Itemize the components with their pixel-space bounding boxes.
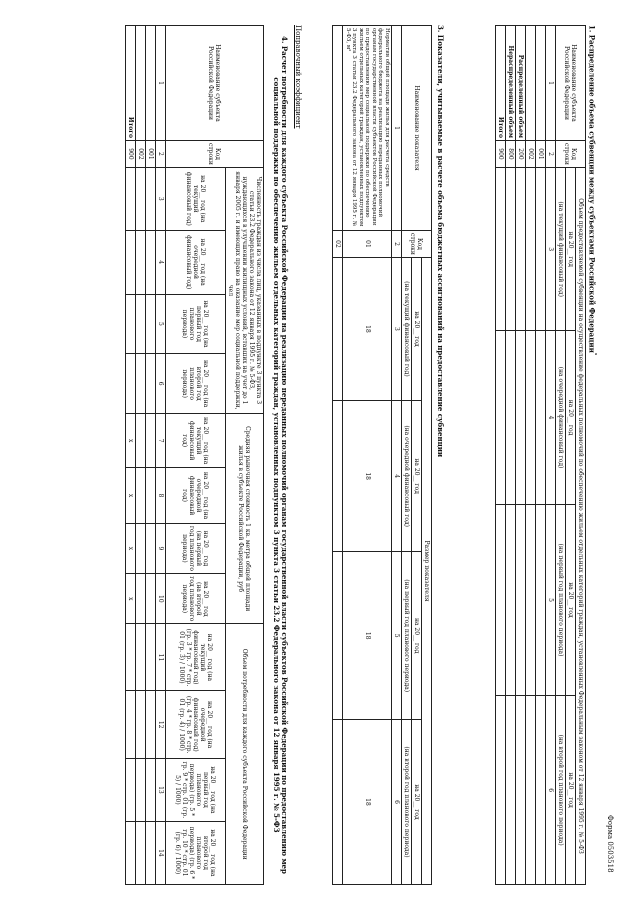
s4-x: х (126, 523, 136, 574)
section1-table (495, 25, 586, 885)
s1-total-label: Нераспределенный объем (506, 26, 516, 141)
form-code: Форма 0503518 (606, 815, 614, 873)
s1-col-code: Код строки (556, 141, 586, 168)
s4-x: х (126, 413, 136, 468)
s4-sub: на 20__ год (на первый год планового периода) (гр. 5 * гр. 9 * стр. 01 (гр. 5) / 1000) (166, 758, 226, 821)
s3-colnum: 5 (392, 552, 402, 720)
section4-title: 4. Расчет потребности для каждого субъекта Российской Федерации на реализацию переданных полномочий органам государственной власти субъектов Российской Федерации по предоставлению мер социальной поддержки по обеспечению жильем отдельных категорий граждан, установленных подпунктом 3 пункта 3 статьи 23.2 Федерального закона от 12 января 1995 г. № 5-ФЗ (272, 36, 289, 874)
s4-colnum: 7 (156, 413, 166, 468)
s4-col-code: Код строки (166, 141, 264, 168)
s1-colnum: 3 (546, 168, 556, 331)
s4-sub: на 20__ год (на текущий финансовый год) (166, 413, 226, 468)
s1-year: на 20__ год (566, 504, 576, 696)
s4-colnum: 11 (156, 624, 166, 691)
s4-sub: на 20__ год (на очередной финансовый год) (гр. 4 * гр. 8 * стр. 01 (гр. 4) / 1000) (166, 691, 226, 759)
s4-sub: на 20__ год (на второй год планового периода) (166, 354, 226, 414)
s4-colnum: 8 (156, 468, 166, 523)
s3-row1-text: Норматив общей площади жилья для расчета средств федерального бюджета на реализацию переданных полномочий органам государственной власти субъектов Российской Федерации по предоставлению мер социальной поддержки по обеспечению жильем отдельных категорий граждан, установленных подпунктом 3 пункта 3 статьи 23.2 Федерального закона от 12 января 1995 г. № 5-ФЗ, м² (343, 26, 392, 231)
s1-year-sub: (на второй год планового периода) (556, 696, 566, 885)
s1-colnum: 4 (546, 331, 556, 504)
s3-year-sub: (на второй год планового периода) (402, 719, 412, 884)
s1-col-name: Наименование субъекта Российской Федерации (556, 26, 586, 141)
s1-year: на 20__ год (566, 331, 576, 504)
s3-col-name: Наименование показателя (402, 26, 432, 231)
s1-total-code: 800 (506, 141, 516, 168)
s3-year: на 20__ год (412, 552, 422, 720)
s3-colnum: 4 (392, 400, 402, 552)
rotated-form (20, 25, 620, 885)
s3-value: 18 (343, 719, 392, 884)
s3-group-head: Размер показателя (422, 258, 432, 885)
s3-year-sub: (на очередной финансовый год) (402, 400, 412, 552)
s1-year-sub: (на текущий финансовый год) (556, 168, 566, 331)
s1-year-sub: (на очередной финансовый год) (556, 331, 566, 504)
s3-value: 18 (343, 258, 392, 401)
s4-colnum: 6 (156, 354, 166, 414)
s4-head-a: Численность граждан из числа лиц, указанных в подпункте 3 пункта 3 статьи 23.2 Федерального закона от 12 января 1995 г. № 5-ФЗ, нуждающихся в улучшении жилищных условий, вставших на учет до 1 января 2005 г. и имеющих право на оказание мер социальной поддержки, чел (226, 167, 264, 413)
s4-sub: на 20__ год (на первый год планового периода) (166, 294, 226, 354)
s3-colnum: 6 (392, 719, 402, 884)
s3-value: 18 (343, 552, 392, 720)
s1-colnum: 2 (546, 141, 556, 168)
s3-colnum: 3 (392, 258, 402, 401)
s4-total-code: 900 (126, 141, 136, 168)
s3-colnum: 2 (392, 231, 402, 258)
s1-colnum: 6 (546, 696, 556, 885)
s3-footnote: Поправочный коэффициент (294, 25, 302, 129)
s4-code: 001 (146, 141, 156, 168)
s3-year-sub: (на первый год планового периода) (402, 552, 412, 720)
s1-total-label: Распределенный объем (516, 26, 526, 141)
s1-colnum: 5 (546, 504, 556, 696)
s4-colnum: 2 (156, 141, 166, 168)
s1-code: 002 (526, 141, 536, 168)
s1-year: на 20__ год (566, 696, 576, 885)
s3-col-code: Код строки (402, 231, 432, 258)
s1-total-code: 900 (496, 141, 506, 168)
s4-col-name: Наименование субъекта Российской Федерации (166, 26, 264, 141)
s4-sub: на 20__ год (на второй год планового периода) (166, 574, 226, 624)
s3-colnum: 1 (392, 26, 402, 231)
s4-total-label: Итого (126, 26, 136, 141)
s4-colnum: 14 (156, 821, 166, 884)
s3-year: на 20__ год (412, 719, 422, 884)
s3-row-code: 01 (343, 231, 392, 258)
s4-sub: на 20__ год (на текущий финансовый год) (гр. 3 * гр. 7 * стр. 01 (гр. 3) / 1000) (166, 624, 226, 691)
s4-colnum: 13 (156, 758, 166, 821)
s4-head-b: Средняя рыночная стоимость 1 кв. метра общей площади жилья в субъекте Российской Федерации, руб (226, 413, 264, 624)
s4-colnum: 10 (156, 574, 166, 624)
s4-code: 002 (136, 141, 146, 168)
s4-sub: на 20__ год (на текущий финансовый год) (166, 167, 226, 230)
s4-colnum: 4 (156, 230, 166, 294)
s4-colnum: 5 (156, 294, 166, 354)
s1-group-head: Объем предоставляемой субвенции на осуществление федеральных полномочий по обеспечению жильем отдельных категорий граждан, установленных Федеральным законом от 12 января 1995 г. № 5-ФЗ (576, 168, 586, 885)
s3-year: на 20__ год (412, 400, 422, 552)
s4-colnum: 3 (156, 167, 166, 230)
s4-sub: на 20__ год (на очередной финансовый год) (166, 468, 226, 523)
s4-sub: на 20__ год (на второй год планового периода) (гр. 6 * гр. 10 * стр. 01 (гр. 6) / 1000) (166, 821, 226, 884)
section3-title: 3. Показатели, учитываемые в расчете объема бюджетных ассигнований на предоставление субвенции (436, 25, 445, 458)
s3-year: на 20__ год (412, 258, 422, 401)
s4-colnum: 1 (156, 26, 166, 141)
s1-code: 001 (536, 141, 546, 168)
s4-x: х (126, 468, 136, 523)
s1-year-sub: (на первый год планового периода) (556, 504, 566, 696)
s4-head-c: Объем потребности для каждого субъекта Российской Федерации (226, 624, 264, 885)
section3-table (333, 25, 433, 885)
s1-total-label: Итого (496, 26, 506, 141)
s4-colnum: 9 (156, 523, 166, 574)
s1-total-code: 200 (516, 141, 526, 168)
s1-colnum: 1 (546, 26, 556, 141)
s3-value: 18 (343, 400, 392, 552)
section1-title: 1. Распределение объема субвенции между субъектами Российской Федерации$^{^1}$ (587, 25, 597, 356)
s4-colnum: 12 (156, 691, 166, 759)
section4-table (125, 25, 264, 885)
s4-sub: на 20__ год (на первый год планового периода) (166, 523, 226, 574)
s4-sub: на 20__ год (на очередной финансовый год) (166, 230, 226, 294)
s3-row-code: 02 (333, 231, 343, 258)
s1-year: на 20__ год (566, 168, 576, 331)
s3-year-sub: (на текущий финансовый год) (402, 258, 412, 401)
s4-x: х (126, 574, 136, 624)
